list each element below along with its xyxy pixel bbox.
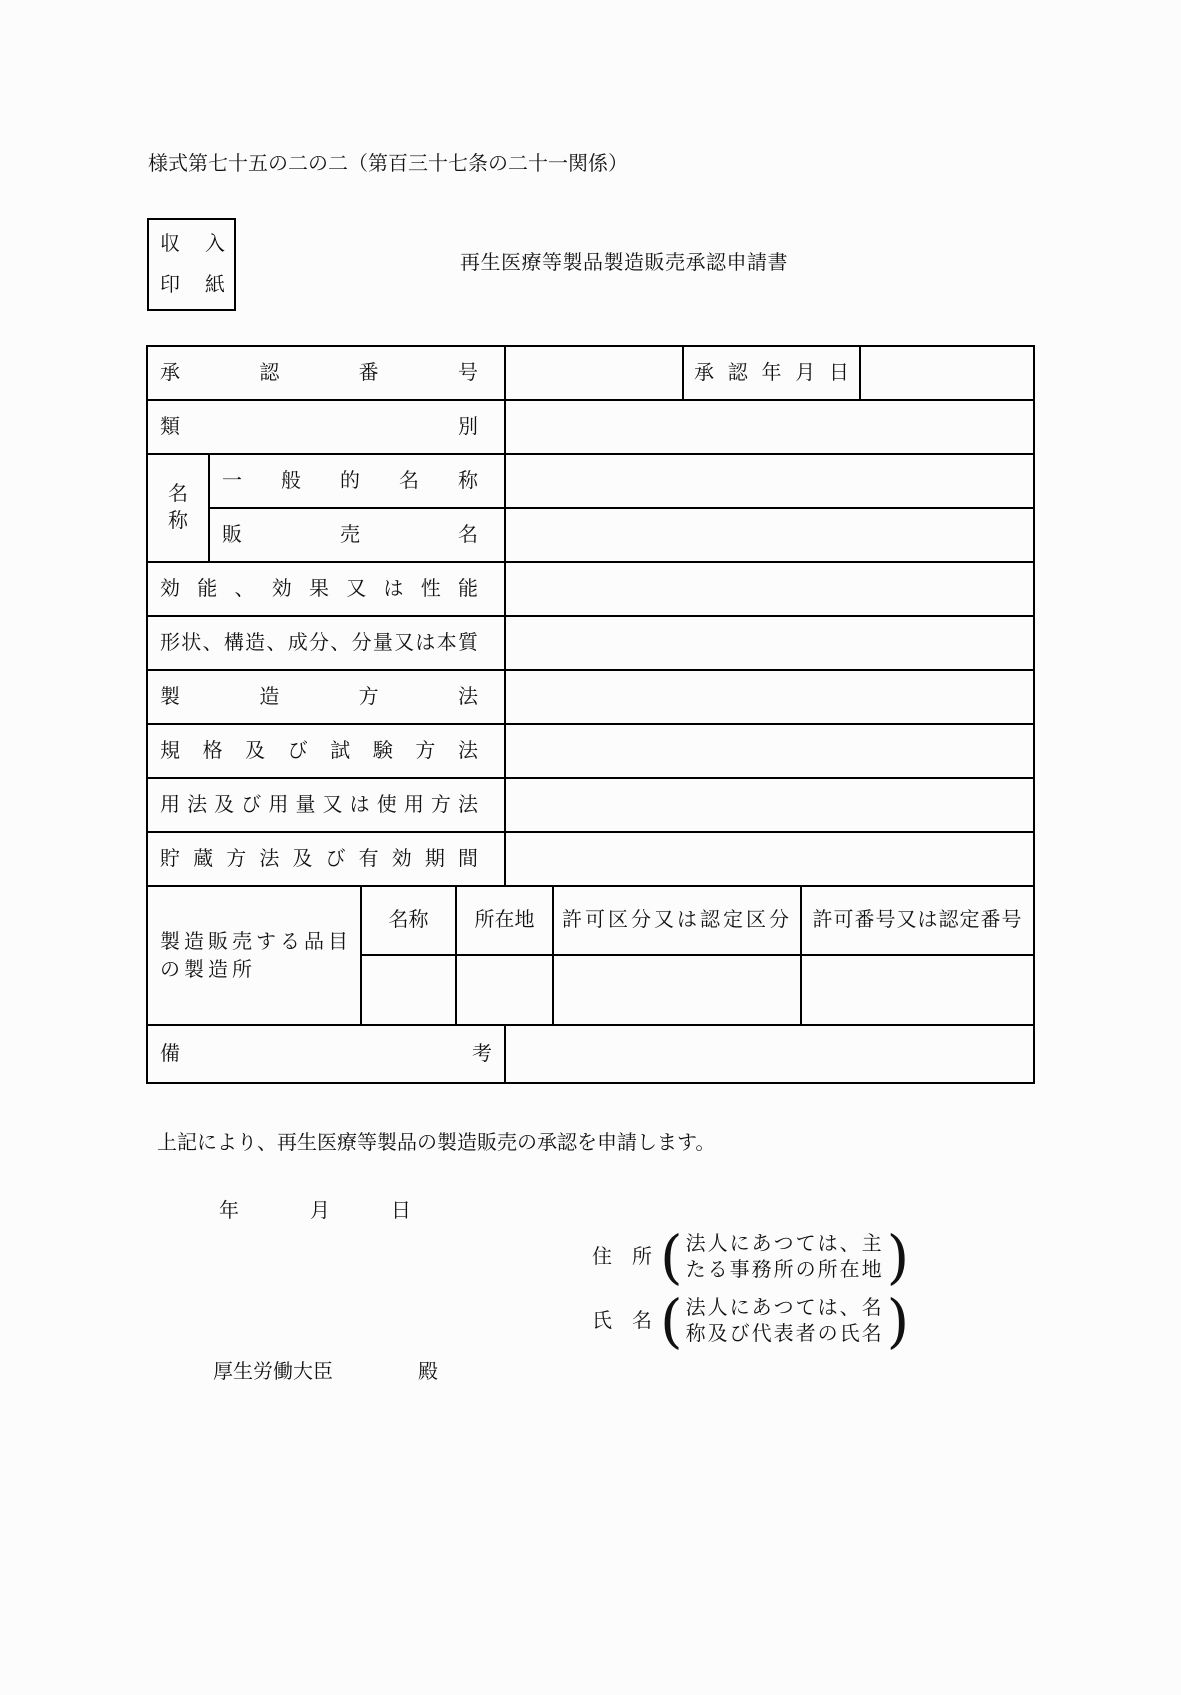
remarks-label-cell: 備考	[148, 1026, 506, 1082]
revenue-stamp-line1: 収入	[160, 232, 225, 255]
declaration-text: 上記により、再生医療等製品の製造販売の承認を申請します。	[157, 1132, 716, 1154]
name-note-line2: 称及び代表者の氏名	[685, 1323, 884, 1345]
site-name-value-cell	[362, 956, 457, 1026]
name-line	[592, 1287, 910, 1355]
dosage-label-cell: 用法及び用量又は使用方法	[148, 779, 506, 833]
approval-row	[148, 347, 1033, 401]
form-title: 再生医療等製品製造販売承認申請書	[460, 252, 788, 274]
paren-open: (	[660, 1287, 683, 1355]
specifications-row	[148, 725, 1033, 779]
manufacturing-method-label-cell: 製造方法	[148, 671, 506, 725]
name-note-line1: 法人にあつては、名	[685, 1297, 884, 1319]
site-license-category-value-cell	[554, 956, 802, 1026]
remarks-value-cell	[506, 1026, 1033, 1082]
manufacturing-method-row	[148, 671, 1033, 725]
site-name-header-cell: 名称	[362, 887, 457, 956]
address-line	[592, 1223, 910, 1291]
efficacy-value-cell	[506, 563, 1033, 617]
efficacy-label-cell: 効能、効果又は性能	[148, 563, 506, 617]
form-number-note: 様式第七十五の二の二（第百三十七条の二十一関係）	[148, 153, 628, 175]
site-address-header-cell: 所在地	[457, 887, 554, 956]
manufacturing-site-rows	[148, 887, 1033, 1026]
approval-date-label-cell: 承認年月日	[684, 347, 861, 401]
address-note-line2: たる事務所の所在地	[685, 1259, 884, 1281]
remarks-row	[148, 1026, 1033, 1082]
dosage-row	[148, 779, 1033, 833]
composition-row	[148, 617, 1033, 671]
paren-close: )	[886, 1287, 910, 1355]
revenue-stamp-box	[147, 218, 236, 311]
address-note	[683, 1231, 887, 1283]
storage-row	[148, 833, 1033, 887]
site-license-number-value-cell	[802, 956, 1033, 1026]
date-line	[219, 1199, 411, 1224]
generic-name-label-cell: 一般的名称	[210, 455, 506, 509]
minister-line	[213, 1360, 438, 1385]
revenue-stamp-line2: 印紙	[160, 273, 225, 296]
category-row	[148, 401, 1033, 455]
approval-number-value-cell	[506, 347, 684, 401]
date-day-label: 日	[391, 1200, 411, 1222]
site-license-number-header-cell: 許可番号又は認定番号	[802, 887, 1033, 956]
generic-name-value-cell	[506, 455, 1033, 509]
manufacturing-site-label-cell: 製造販売する品目の製造所	[148, 887, 362, 1026]
name-label: 氏 名	[592, 1309, 652, 1332]
site-license-category-header-cell: 許可区分又は認定区分	[554, 887, 802, 956]
date-month-label: 月	[310, 1200, 330, 1222]
address-note-line1: 法人にあつては、主	[685, 1233, 884, 1255]
composition-label-cell: 形状、構造、成分、分量又は本質	[148, 617, 506, 671]
storage-label-cell: 貯蔵方法及び有効期間	[148, 833, 506, 887]
paren-close: )	[886, 1223, 910, 1291]
minister-label: 厚生労働大臣	[213, 1361, 333, 1383]
date-year-label: 年	[219, 1200, 239, 1222]
manufacturing-method-value-cell	[506, 671, 1033, 725]
specifications-label-cell: 規格及び試験方法	[148, 725, 506, 779]
name-note	[683, 1295, 887, 1347]
composition-value-cell	[506, 617, 1033, 671]
approval-number-label-cell: 承認番号	[148, 347, 506, 401]
approval-date-value-cell	[861, 347, 1033, 401]
brand-name-value-cell	[506, 509, 1033, 563]
efficacy-row	[148, 563, 1033, 617]
name-group-rows	[148, 455, 1033, 563]
specifications-value-cell	[506, 725, 1033, 779]
storage-value-cell	[506, 833, 1033, 887]
category-value-cell	[506, 401, 1033, 455]
dosage-value-cell	[506, 779, 1033, 833]
approval-table	[146, 345, 1035, 1084]
site-address-value-cell	[457, 956, 554, 1026]
category-label-cell: 類別	[148, 401, 506, 455]
paren-open: (	[660, 1223, 683, 1291]
address-label: 住 所	[592, 1245, 652, 1268]
name-group-label-cell: 名称	[148, 455, 210, 563]
honorific-label: 殿	[418, 1361, 438, 1383]
brand-name-label-cell: 販売名	[210, 509, 506, 563]
